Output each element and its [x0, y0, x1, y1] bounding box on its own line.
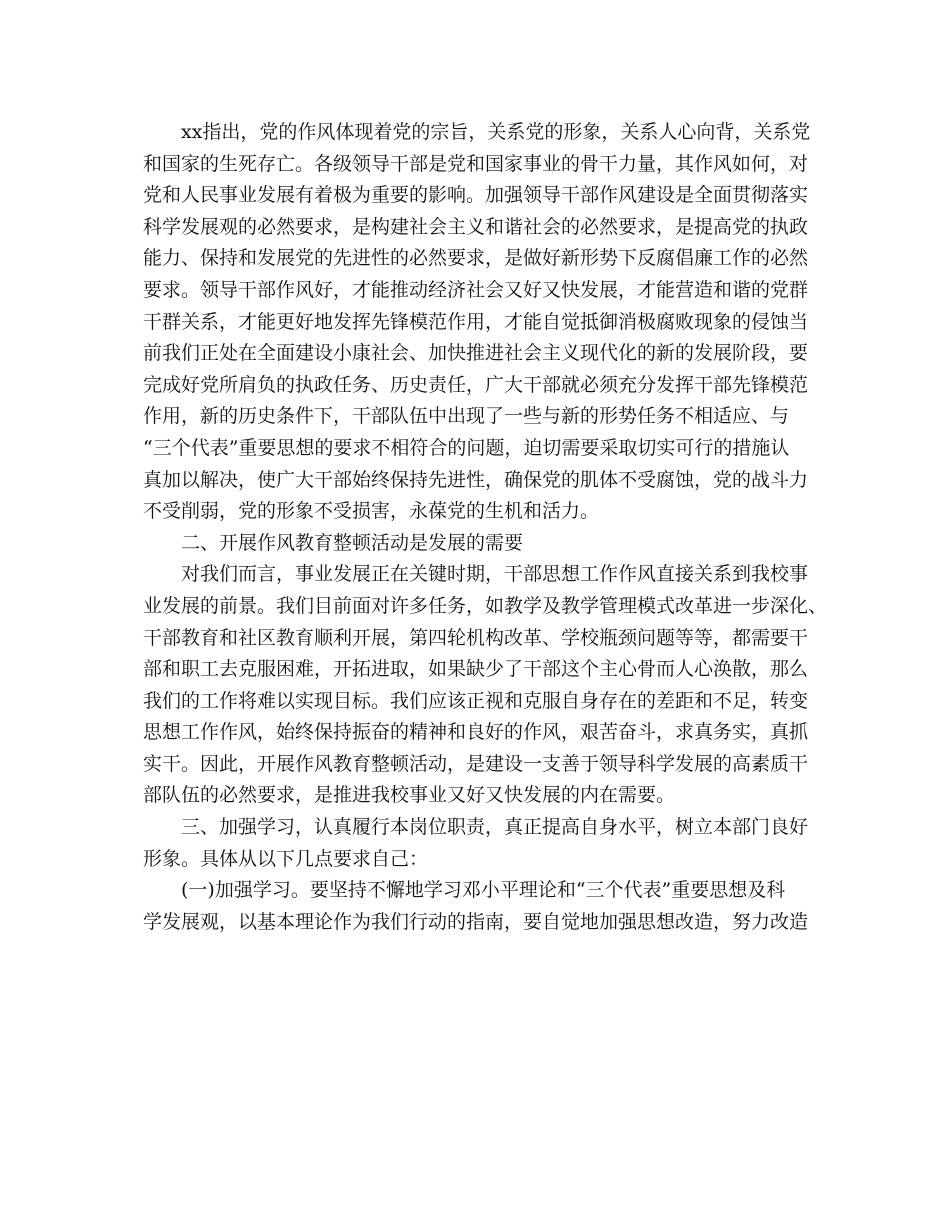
text-line: 能力、保持和发展党的先进性的必然要求，是做好新形势下反腐倡廉工作的必然 — [143, 247, 809, 270]
text-line: 思想工作作风，始终保持振奋的精神和良好的作风，艰苦奋斗，求真务实，真抓 — [143, 721, 809, 744]
text-line: 干群关系，才能更好地发挥先锋模范作用，才能自觉抵御消极腐败现象的侵蚀当 — [143, 310, 809, 333]
text-line: 实干。因此，开展作风教育整顿活动，是建设一支善于领导科学发展的高素质干 — [143, 752, 809, 775]
section-heading: 三、加强学习，认真履行本岗位职责，真正提高自身水平，树立本部门良好 — [181, 816, 809, 839]
document-body — [143, 117, 828, 938]
text-line: 对我们而言，事业发展正在关键时期，干部思想工作作风直接关系到我校事 — [181, 563, 809, 586]
text-line: “三个代表”重要思想的要求不相符合的问题，迫切需要采取切实可行的措施认 — [143, 436, 790, 459]
text-line: 我们的工作将难以实现目标。我们应该正视和克服自身存在的差距和不足，转变 — [143, 689, 809, 712]
text-line: 前我们正处在全面建设小康社会、加快推进社会主义现代化的新的发展阶段，要 — [143, 342, 809, 365]
subsection-heading: (一)加强学习。要坚持不懈地学习邓小平理论和“三个代表”重要思想及科 — [181, 879, 786, 902]
text-line: xx指出，党的作风体现着党的宗旨，关系党的形象，关系人心向背，关系党 — [181, 121, 811, 143]
text-line: 业发展的前景。我们目前面对许多任务，如教学及教学管理模式改革进一步深化、 — [143, 594, 828, 617]
text-line: 部队伍的必然要求，是推进我校事业又好又快发展的内在需要。 — [143, 784, 676, 807]
text-line: 干部教育和社区教育顺利开展，第四轮机构改革、学校瓶颈问题等等，都需要干 — [143, 626, 809, 649]
text-line: 党和人民事业发展有着极为重要的影响。加强领导干部作风建设是全面贯彻落实 — [143, 184, 809, 207]
text-line: 学发展观，以基本理论作为我们行动的指南，要自觉地加强思想改造，努力改造 — [143, 910, 809, 933]
text-line: 真加以解决，使广大干部始终保持先进性，确保党的肌体不受腐蚀，党的战斗力 — [143, 468, 809, 491]
text-line: 部和职工去克服困难，开拓进取，如果缺少了干部这个主心骨而人心涣散，那么 — [143, 658, 809, 681]
text-line: 科学发展观的必然要求，是构建社会主义和谐社会的必然要求，是提高党的执政 — [143, 215, 809, 238]
text-line: 不受削弱，党的形象不受损害，永葆党的生机和活力。 — [143, 500, 600, 523]
text-line: 要求。领导干部作风好，才能推动经济社会又好又快发展，才能营造和谐的党群 — [143, 278, 809, 301]
section-heading: 二、开展作风教育整顿活动是发展的需要 — [181, 531, 524, 554]
text-line: 形象。具体从以下几点要求自己： — [143, 847, 429, 870]
text-line: 完成好党所肩负的执政任务、历史责任，广大干部就必须充分发挥干部先锋模范 — [143, 373, 809, 396]
text-line: 和国家的生死存亡。各级领导干部是党和国家事业的骨干力量，其作风如何，对 — [143, 152, 809, 175]
text-line: 作用，新的历史条件下，干部队伍中出现了一些与新的形势任务不相适应、与 — [143, 405, 790, 428]
